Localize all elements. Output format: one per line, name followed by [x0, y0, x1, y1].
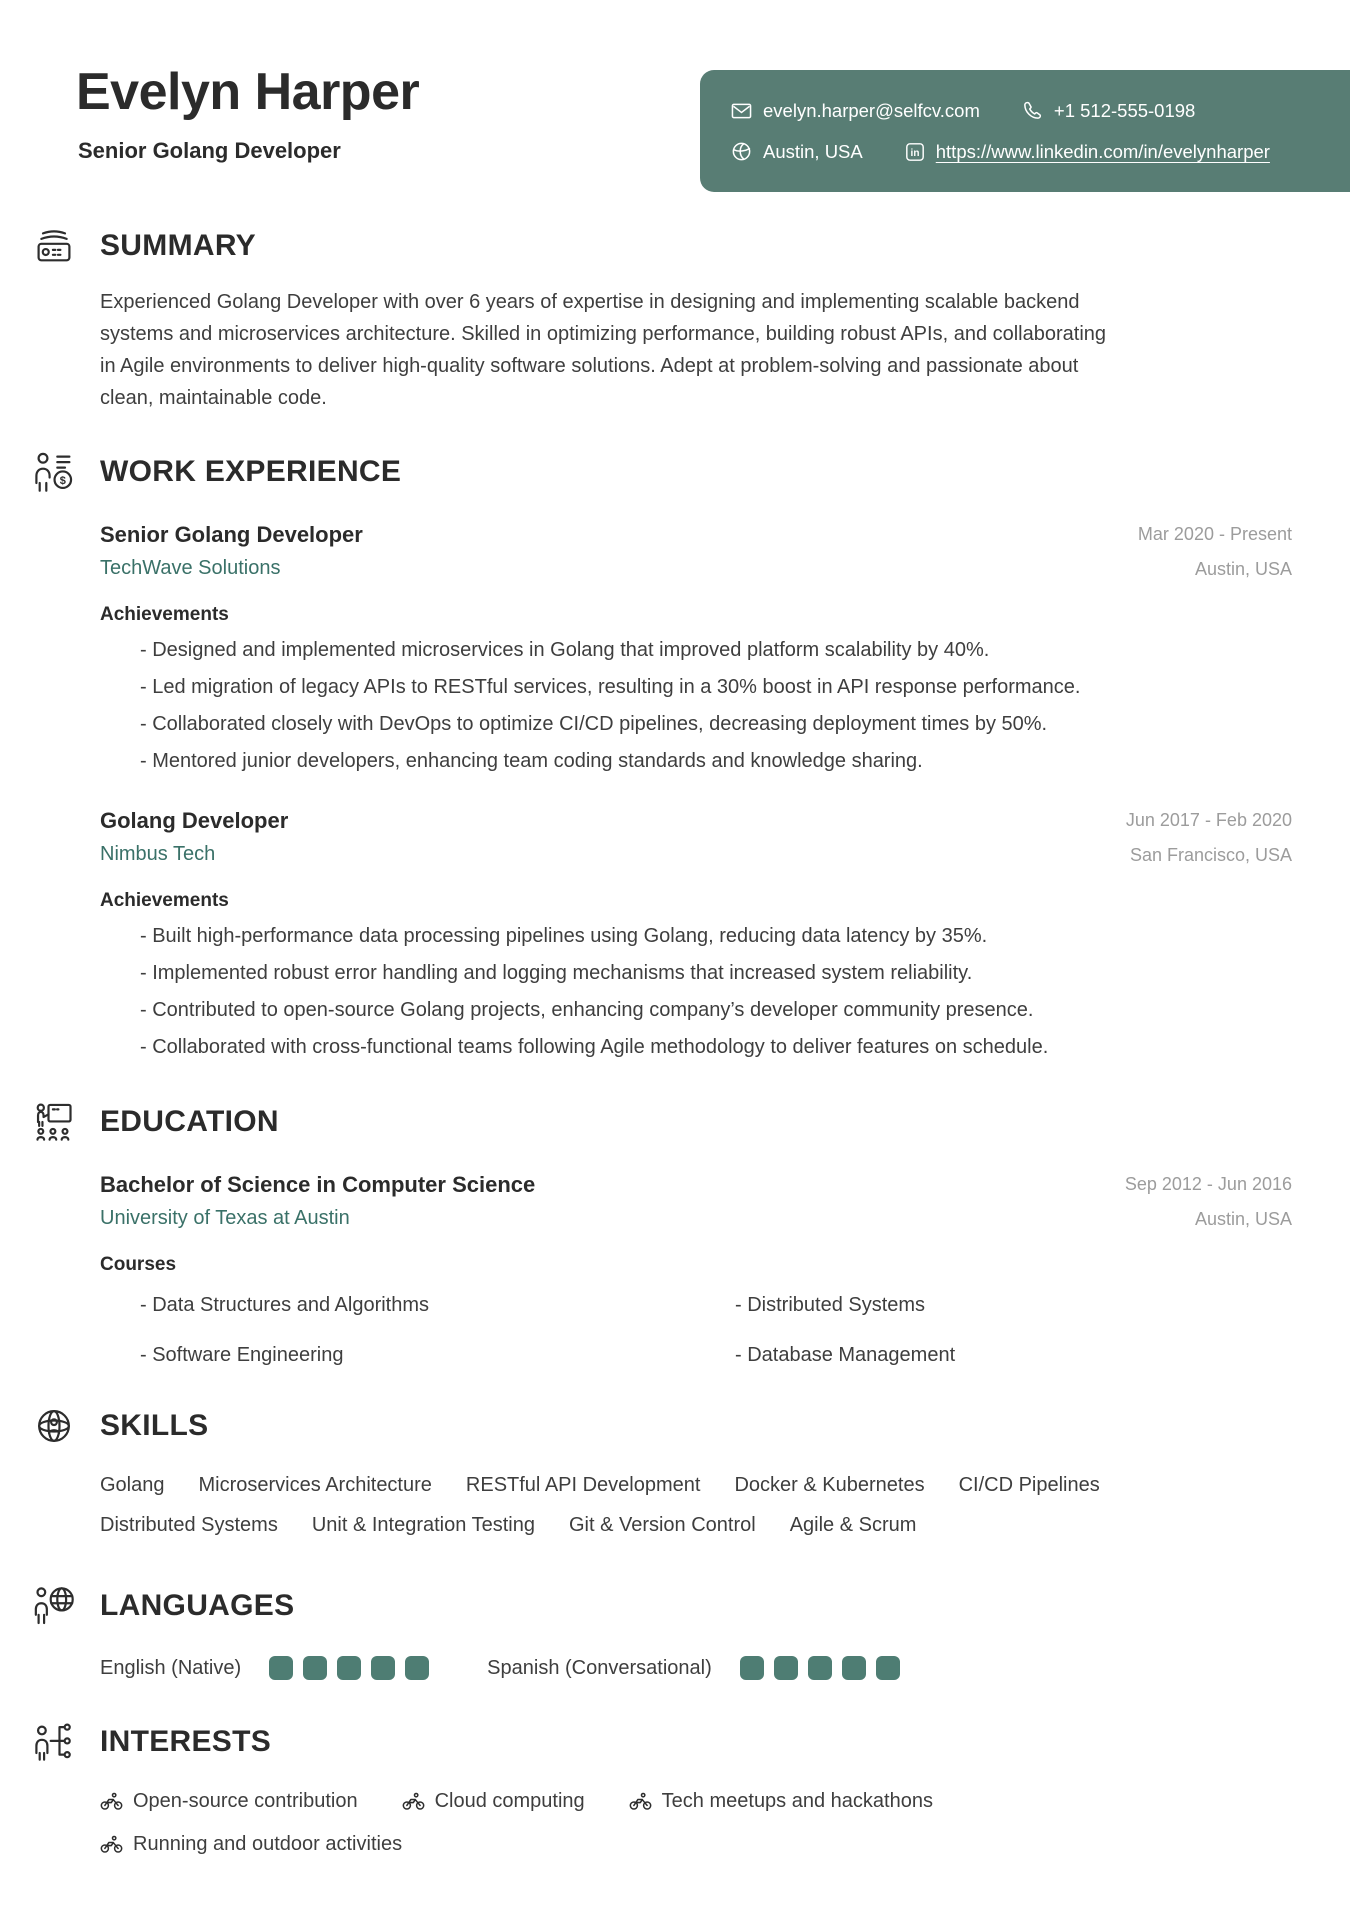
course-item: - Data Structures and Algorithms — [100, 1292, 695, 1318]
education-header — [0, 1098, 1292, 1146]
job-entry — [100, 808, 1292, 1060]
summary-header — [0, 222, 1292, 270]
job-location: San Francisco, USA — [1129, 845, 1292, 865]
contact-location — [731, 141, 863, 163]
job-entry — [100, 522, 1292, 774]
person-name: Evelyn Harper — [76, 63, 420, 121]
dollar-glyph: $ — [59, 475, 66, 488]
atom-person-icon — [30, 1402, 78, 1450]
level-square — [405, 1656, 429, 1680]
language-level-squares — [269, 1656, 429, 1680]
achievement-item: - Collaborated with cross-functional teams following Agile methodology to deliver features on schedule. — [100, 1034, 1292, 1060]
interest-label: Open-source contribution — [133, 1790, 358, 1812]
level-square — [337, 1656, 361, 1680]
language-label: English (Native) — [100, 1656, 242, 1679]
skill-item: Git & Version Control — [568, 1514, 756, 1536]
achievement-item: - Led migration of legacy APIs to RESTful services, resulting in a 30% boost in API response performance. — [100, 674, 1292, 700]
cyclist-icon — [402, 1792, 425, 1811]
interests-title: INTERESTS — [100, 1725, 272, 1758]
section-interests — [0, 1718, 1292, 1856]
languages-list — [100, 1656, 1292, 1680]
linkedin-in-glyph: in — [910, 147, 920, 159]
achievement-item: - Implemented robust error handling and logging mechanisms that increased system reliability. — [100, 960, 1292, 986]
language-label: Spanish (Conversational) — [487, 1656, 712, 1679]
education-title: EDUCATION — [100, 1105, 279, 1138]
job-dates: Mar 2020 - Present — [1137, 524, 1292, 544]
level-square — [774, 1656, 798, 1680]
course-item: - Distributed Systems — [695, 1292, 1292, 1318]
person-flow-icon — [30, 1718, 78, 1766]
language-level-squares — [740, 1656, 900, 1680]
location-text: Austin, USA — [763, 140, 863, 162]
person-job-title: Senior Golang Developer — [78, 138, 341, 163]
job-title: Senior Golang Developer — [100, 522, 363, 547]
achievements-list — [100, 923, 1292, 1060]
contact-email — [731, 100, 980, 122]
interests-header — [0, 1718, 1292, 1766]
id-card-icon — [30, 222, 78, 270]
job-company: TechWave Solutions — [100, 557, 281, 579]
level-square — [269, 1656, 293, 1680]
skill-item: Microservices Architecture — [198, 1474, 432, 1496]
contact-row-2 — [731, 141, 1350, 163]
courses-list — [100, 1292, 1292, 1368]
phone-text: +1 512-555-0198 — [1053, 99, 1196, 121]
interest-item — [402, 1790, 585, 1813]
level-square — [808, 1656, 832, 1680]
language-item — [487, 1656, 900, 1680]
level-square — [842, 1656, 866, 1680]
contact-box — [700, 70, 1350, 192]
language-item — [100, 1656, 429, 1680]
cyclist-icon — [100, 1835, 123, 1854]
section-summary — [0, 222, 1292, 414]
interests-list — [100, 1790, 1090, 1856]
job-company: Nimbus Tech — [100, 843, 216, 865]
skill-item: Distributed Systems — [100, 1514, 278, 1536]
contact-phone — [1022, 100, 1195, 122]
achievements-list — [100, 637, 1292, 774]
section-education — [0, 1098, 1292, 1368]
achievement-item: - Built high-performance data processing pipelines using Golang, reducing data latency by 35%. — [100, 923, 1292, 949]
interest-label: Tech meetups and hackathons — [661, 1790, 933, 1812]
skill-item: Unit & Integration Testing — [311, 1514, 535, 1536]
interest-label: Running and outdoor activities — [133, 1833, 403, 1855]
skill-item: RESTful API Development — [465, 1474, 701, 1496]
skill-item: CI/CD Pipelines — [958, 1474, 1100, 1496]
section-skills — [0, 1402, 1292, 1537]
achievement-item: - Mentored junior developers, enhancing team coding standards and knowledge sharing. — [100, 748, 1292, 774]
interest-item — [629, 1790, 933, 1813]
linkedin-icon — [905, 142, 925, 162]
level-square — [303, 1656, 327, 1680]
education-entry — [100, 1172, 1292, 1368]
level-square — [740, 1656, 764, 1680]
linkedin-link[interactable]: https://www.linkedin.com/in/evelynharper — [935, 140, 1270, 162]
job-location: Austin, USA — [1194, 559, 1292, 579]
course-item: - Software Engineering — [100, 1342, 695, 1368]
summary-text: Experienced Golang Developer with over 6 years of expertise in designing and implementing scalable backend systems and microservices architecture. Skilled in optimizing performance, building robust APIs, and collaborating in Agile environments to deliver high-quality software solutions. Adept at problem-solving and passionate about clean, maintainable code. — [100, 291, 1107, 409]
job-dates: Jun 2017 - Feb 2020 — [1125, 810, 1292, 830]
level-square — [371, 1656, 395, 1680]
summary-title: SUMMARY — [100, 229, 256, 262]
level-square — [876, 1656, 900, 1680]
phone-icon — [1022, 100, 1043, 121]
jobs-list — [100, 522, 1292, 1060]
contact-linkedin — [905, 141, 1270, 163]
skills-header — [0, 1402, 1292, 1450]
achievements-label: Achievements — [100, 604, 229, 625]
email-text: evelyn.harper@selfcv.com — [763, 99, 980, 121]
education-dates: Sep 2012 - Jun 2016 — [1124, 1174, 1292, 1194]
achievements-label: Achievements — [100, 890, 229, 911]
skill-item: Agile & Scrum — [789, 1514, 917, 1536]
cyclist-icon — [629, 1792, 652, 1811]
achievement-item: - Designed and implemented microservices in Golang that improved platform scalability by 40%. — [100, 637, 1292, 663]
section-work-experience — [0, 448, 1292, 1060]
person-dollar-icon — [30, 448, 78, 496]
section-languages — [0, 1582, 1292, 1680]
interest-label: Cloud computing — [434, 1790, 585, 1812]
school-name: University of Texas at Austin — [100, 1207, 350, 1229]
courses-label: Courses — [100, 1254, 177, 1275]
job-title: Golang Developer — [100, 808, 289, 833]
cyclist-icon — [100, 1792, 123, 1811]
education-location: Austin, USA — [1194, 1209, 1292, 1229]
globe-icon — [731, 141, 752, 162]
skills-title: SKILLS — [100, 1409, 209, 1442]
skill-item: Docker & Kubernetes — [734, 1474, 925, 1496]
interest-item — [100, 1833, 402, 1856]
achievement-item: - Contributed to open-source Golang projects, enhancing company’s developer community presence. — [100, 997, 1292, 1023]
languages-header — [0, 1582, 1292, 1630]
course-item: - Database Management — [695, 1342, 1292, 1368]
work-header — [0, 448, 1292, 496]
skill-item: Golang — [100, 1474, 165, 1496]
envelope-icon — [731, 101, 752, 121]
languages-title: LANGUAGES — [100, 1589, 295, 1622]
achievement-item: - Collaborated closely with DevOps to optimize CI/CD pipelines, decreasing deployment times by 50%. — [100, 711, 1292, 737]
teacher-board-icon — [30, 1098, 78, 1146]
degree-title: Bachelor of Science in Computer Science — [100, 1172, 536, 1197]
skills-list — [100, 1474, 1145, 1537]
person-globe-icon — [30, 1582, 78, 1630]
interest-item — [100, 1790, 358, 1813]
contact-row-1 — [731, 100, 1350, 122]
work-title: WORK EXPERIENCE — [100, 455, 402, 488]
